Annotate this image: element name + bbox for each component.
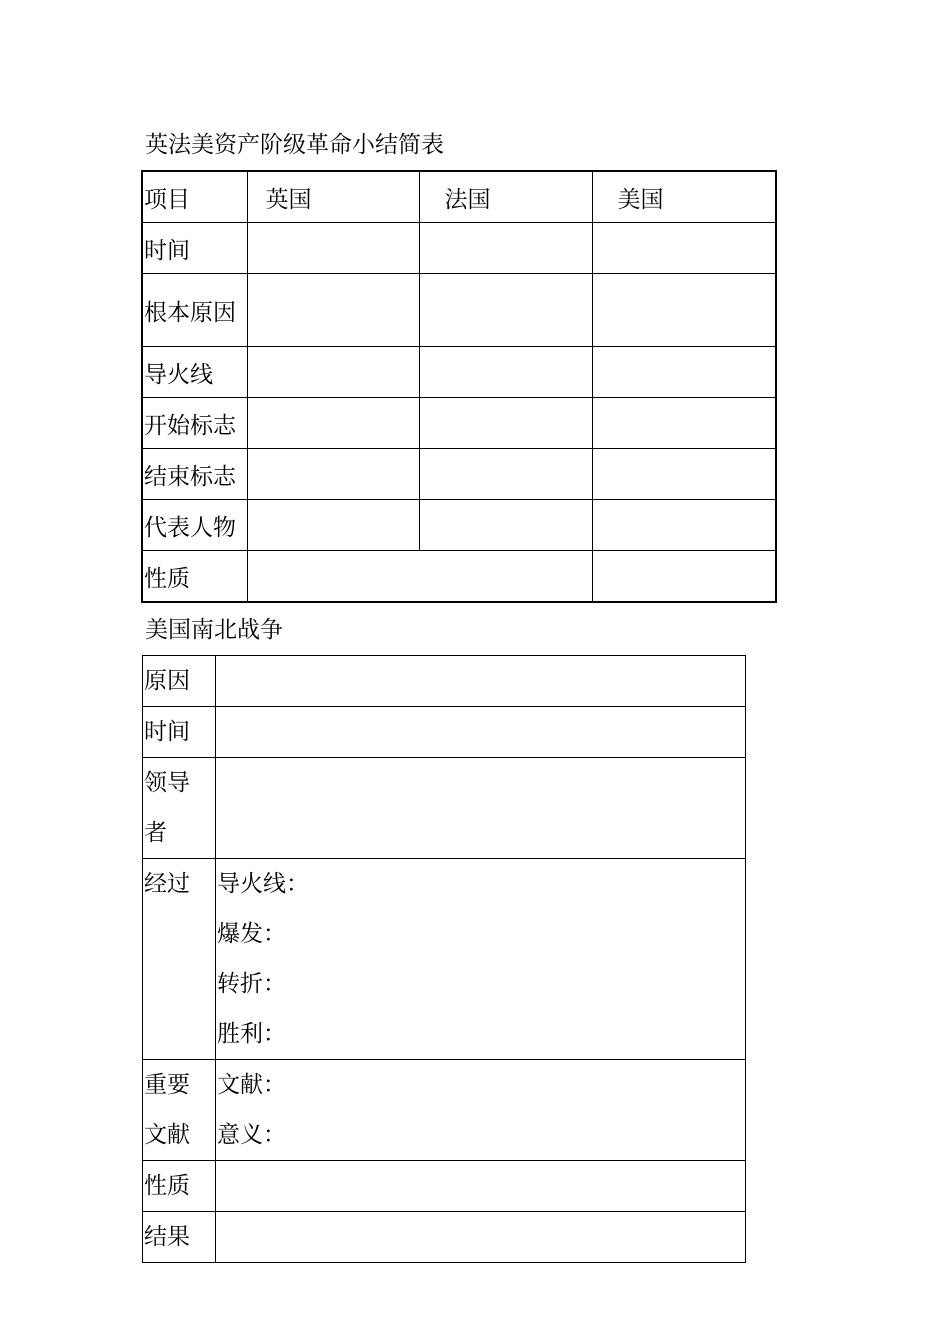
table-row [142, 551, 776, 603]
cell-britain-france-merged[interactable] [247, 551, 592, 603]
cell-france[interactable] [419, 449, 592, 500]
course-item-fuse: 导火线： [217, 871, 309, 897]
documents-label-line1: 重要 [144, 1072, 190, 1098]
table-row [142, 223, 776, 274]
row-label [143, 859, 216, 1060]
course-label: 经过 [144, 871, 190, 897]
table-row [142, 449, 776, 500]
row-label: 结束标志 [142, 449, 247, 500]
cell-britain[interactable] [247, 398, 419, 449]
table-row [143, 656, 746, 707]
cell-britain[interactable] [247, 449, 419, 500]
cause-cell[interactable] [216, 656, 746, 707]
cause-label: 原因 [144, 668, 190, 694]
header-france: 法国 [419, 171, 592, 223]
row-label: 根本原因 [142, 274, 247, 347]
cell-usa[interactable] [592, 449, 776, 500]
course-cell[interactable] [216, 859, 746, 1060]
leader-cell[interactable] [216, 758, 746, 859]
row-label: 性质 [142, 551, 247, 603]
result-cell[interactable] [216, 1212, 746, 1263]
row-label [143, 707, 216, 758]
cell-britain[interactable] [247, 274, 419, 347]
documents-cell[interactable] [216, 1060, 746, 1161]
row-label: 代表人物 [142, 500, 247, 551]
row-label [143, 1161, 216, 1212]
leader-label-line1: 领导 [144, 770, 190, 796]
row-label [143, 758, 216, 859]
row-label: 开始标志 [142, 398, 247, 449]
document-item-name: 文献： [217, 1072, 286, 1098]
cell-usa[interactable] [592, 347, 776, 398]
cell-france[interactable] [419, 274, 592, 347]
revolution-summary-table [141, 170, 777, 603]
table-row [143, 758, 746, 859]
course-item-outbreak: 爆发： [217, 921, 286, 947]
cell-france[interactable] [419, 398, 592, 449]
table-header-row [142, 171, 776, 223]
document-item-significance: 意义： [217, 1122, 286, 1148]
row-label: 导火线 [142, 347, 247, 398]
course-item-turning-point: 转折： [217, 971, 286, 997]
cell-usa[interactable] [592, 551, 776, 603]
table-row [142, 398, 776, 449]
documents-label-line2: 文献 [144, 1122, 190, 1148]
cell-usa[interactable] [592, 274, 776, 347]
cell-france[interactable] [419, 223, 592, 274]
table-row [143, 1161, 746, 1212]
header-item: 项目 [142, 171, 247, 223]
table-row [142, 500, 776, 551]
row-label [143, 1060, 216, 1161]
cell-britain[interactable] [247, 223, 419, 274]
row-label [143, 1212, 216, 1263]
summary-table-title: 英法美资产阶级革命小结简表 [145, 132, 444, 158]
cell-france[interactable] [419, 347, 592, 398]
cell-usa[interactable] [592, 500, 776, 551]
table-row [143, 1060, 746, 1161]
cell-usa[interactable] [592, 398, 776, 449]
cell-usa[interactable] [592, 223, 776, 274]
leader-label-line2: 者 [144, 820, 167, 846]
nature-label: 性质 [144, 1173, 190, 1199]
row-label: 时间 [142, 223, 247, 274]
civil-war-title: 美国南北战争 [145, 617, 283, 643]
table-row [142, 274, 776, 347]
table-row [143, 859, 746, 1060]
table-row [142, 347, 776, 398]
civil-war-table [142, 655, 746, 1263]
cell-britain[interactable] [247, 347, 419, 398]
table-row [143, 707, 746, 758]
nature-cell[interactable] [216, 1161, 746, 1212]
header-usa: 美国 [592, 171, 776, 223]
course-item-victory: 胜利： [217, 1021, 286, 1047]
time-label: 时间 [144, 719, 190, 745]
cell-britain[interactable] [247, 500, 419, 551]
row-label [143, 656, 216, 707]
cell-france[interactable] [419, 500, 592, 551]
time-cell[interactable] [216, 707, 746, 758]
header-britain: 英国 [247, 171, 419, 223]
result-label: 结果 [144, 1224, 190, 1250]
table-row [143, 1212, 746, 1263]
